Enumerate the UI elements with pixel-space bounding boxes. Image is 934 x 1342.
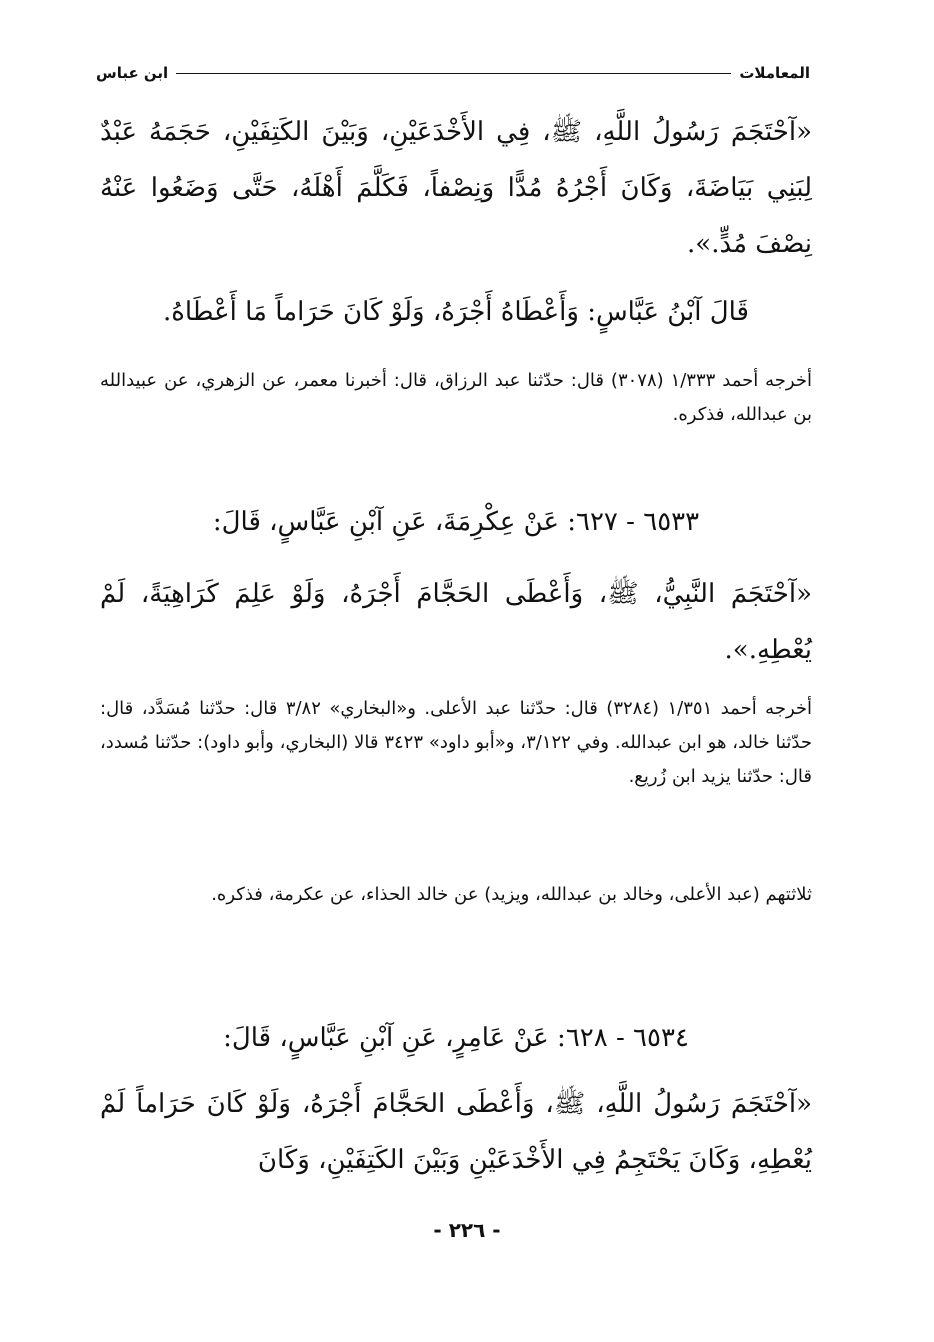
header-rule	[176, 73, 731, 74]
page-number: - ٢٢٦ -	[433, 1218, 501, 1242]
footnote-1: أخرجه أحمد ١/٣٣٣ (٣٠٧٨) قال: حدّثنا عبد الرزاق، قال: أخبرنا معمر، عن الزهري، عن عبيدالله بن عبدالله، فذكره.	[100, 370, 812, 425]
hadith-statement-1: قَالَ آبْنُ عَبَّاسٍ: وَأَعْطَاهُ أَجْرَهُ، وَلَوْ كَانَ حَرَاماً مَا أَعْطَاهُ.	[163, 297, 749, 327]
footnote-2: أخرجه أحمد ١/٣٥١ (٣٢٨٤) قال: حدّثنا عبد الأعلى. و«البخاري» ٣/٨٢ قال: حدّثنا مُسَدَّد، قال: حدّثنا خالد، هو ابن عبدالله. وفي ٣/١٢٢، و«أبو داود» ٣٤٢٣ قالا (البخاري، وأبو داود): حدّثنا مُسدد، قال: حدّثنا يزيد ابن زُريع.	[100, 698, 813, 787]
header-section-title: ابن عباس	[96, 64, 169, 82]
footnote-3: ثلاثتهم (عبد الأعلى، وخالد بن عبدالله، ويزيد) عن خالد الحذاء، عن عكرمة، فذكره.	[211, 884, 812, 905]
hadith-heading-6533: ٦٥٣٣ - ٦٢٧: عَنْ عِكْرِمَةَ، عَنِ آبْنِ عَبَّاسٍ، قَالَ:	[212, 507, 700, 537]
header-chapter-title: المعاملات	[739, 64, 810, 82]
running-header	[96, 58, 810, 88]
hadith-heading-6534: ٦٥٣٤ - ٦٢٨: عَنْ عَامِرٍ، عَنِ آبْنِ عَبَّاسٍ، قَالَ:	[223, 1023, 689, 1053]
hadith-text-1: «آحْتَجَمَ رَسُولُ اللَّهِ، ﷺ، فِي الأَخْدَعَيْنِ، وَبَيْنَ الكَتِفَيْنِ، حَجَمَهُ عَبْدٌ لِبَنِي بَيَاضَةَ، وَكَانَ أَجْرُهُ مُدًّا وَنِصْفاً، فَكَلَّمَ أَهْلَهُ، حَتَّى وَضَعُوا عَنْهُ نِصْفَ مُدٍّ.».	[100, 117, 812, 259]
hadith-text-3: «آحْتَجَمَ رَسُولُ اللَّهِ، ﷺ، وَأَعْطَى الحَجَّامَ أَجْرَهُ، وَلَوْ كَانَ حَرَاماً لَمْ يُعْطِهِ، وَكَانَ يَحْتَجِمُ فِي الأَخْدَعَيْنِ وَبَيْنَ الكَتِفَيْنِ، وَكَانَ	[100, 1089, 812, 1175]
hadith-text-2: «آحْتَجَمَ النَّبِيُّ، ﷺ، وَأَعْطَى الحَجَّامَ أَجْرَهُ، وَلَوْ عَلِمَ كَرَاهِيَةً، لَمْ يُعْطِهِ.».	[100, 579, 812, 665]
